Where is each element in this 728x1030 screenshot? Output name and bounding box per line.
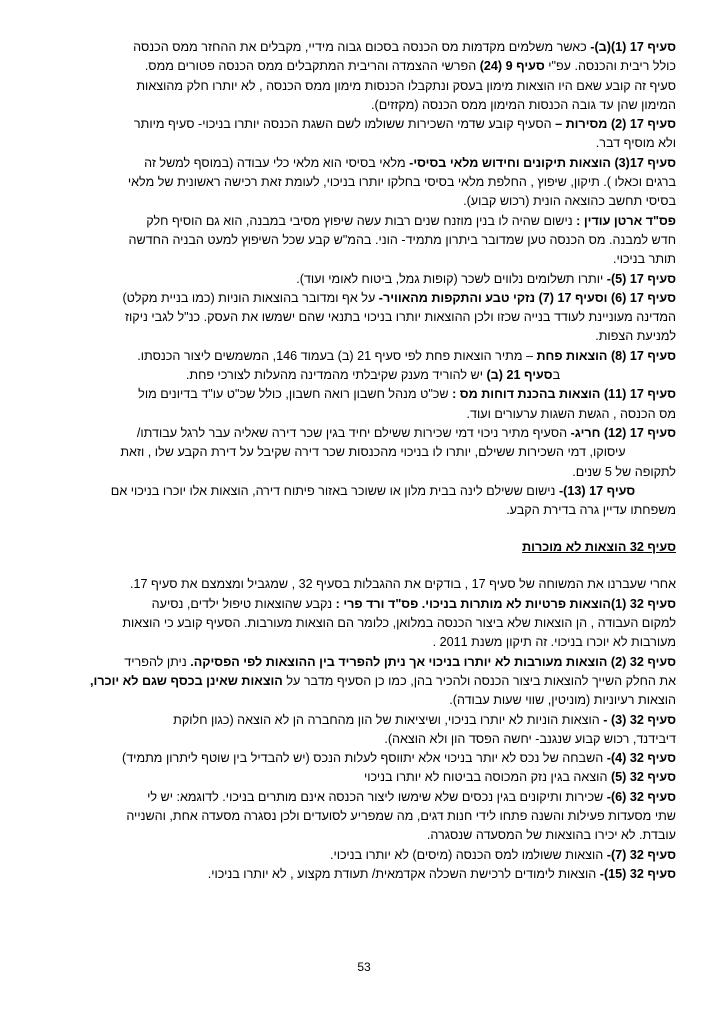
- text-line: למקום העבודה , הן הוצאות שלא ביצור הכנסה במלואן, כלומר הם הוצאות מעורבות. הסעיף קובע כי הוצאות: [122, 616, 676, 631]
- text-line: סעיף 17 (6) וסעיף 17 (7) נזקי טבע והתקפות מהאוויר- על אף ומדובר בהוצאות הוניות (כמו בניית מקלט): [122, 290, 676, 305]
- text-line: משפחתו עדיין גרה בדירת הקבע.: [506, 503, 676, 518]
- text-line: פס"ד ארטן עודין : נישום שהיה לו בנין מוזנח שנים רבות עשה שיפוץ מסיבי במבנה, הוא גם הוסיף חלק: [146, 213, 676, 228]
- text-line: סעיף 32 (4)- השבחה של נכס לא יותר בניכוי אלא יתווסף לעלות הנכס (יש להבדיל בין שוטף ליתרון מתמיד): [122, 751, 676, 766]
- text-line: שתי מסעדות פעילות והשנה פתחו לידי חנות דגים, מה שמפריע לסועדים ולכן נסגרה מסעדה אחת, והשנייה: [126, 808, 676, 823]
- text-line: כולל ריבית והכנסה. עפ"י סעיף 9 (24) הפרשי ההצמדה והריבית המתקבלים ממס הכנסה פטורים ממס.: [144, 59, 676, 74]
- text-block-section-32: [70, 575, 676, 884]
- text-line: אחרי שעברנו את המשוחה של סעיף 17 , בודקים את ההגבלות בסעיף 32 , שמגביל ומצמצם את סעיף 17.: [130, 577, 676, 592]
- text-line: סעיף 17 (5)- יותרו תשלומים נלווים לשכר (קופות גמל, ביטוח לאומי ועוד).: [296, 271, 676, 286]
- text-line: עיסוקו, דמי השכירות ששילם, יותרו לו בניכוי מהכנסות שכר דירה שקיבל על דירת הקבע שלו , וזאת: [120, 445, 626, 460]
- text-line: ברגים וכאלו ). תיקון, שיפוץ , החלפת מלאי בסיסי בחלקו יותרו בניכוי, לעומת זאת רכישה ראשונית של מלאי: [127, 175, 676, 190]
- text-line: מס הכנסה , הגשת השגות ערעורים ועוד.: [466, 406, 676, 421]
- text-line: סעיף 17 (1)(ב)- כאשר משלמים מקדמות מס הכנסה בסכום גבוה מידיי, מקבלים את ההחזר ממס הכנסה: [133, 40, 676, 54]
- text-line: בסעיף 21 (ב) יש להוריד מענק שקיבלתי מהמדינה מהעלות לצורכי פחת.: [185, 368, 561, 383]
- text-line: סעיף 32 (5) הוצאה בגין נזק המכוסה בביטוח לא יותרו בניכוי: [363, 770, 676, 785]
- text-line: סעיף 32 (7)- הוצאות ששולמו למס הכנסה (מיסים) לא יותרו בניכוי.: [330, 847, 676, 862]
- text-line: סעיף 32 (6)- שכירות ותיקונים בגין נכסים שלא שימשו ליצור הכנסה אינם מותרים בניכוי. לדוגמא: יש לי: [147, 789, 676, 804]
- text-line: סעיף 17 (12) חריג- הסעיף מתיר ניכוי דמי שכירות ששילם יחיד בגין שכר דירה שאליה עבר לרגל עבודתו/: [136, 425, 676, 440]
- text-line: דיבידנד, רכוש קבוע שנגנב- יחשה הפסד הון ולא הוצאה).: [384, 731, 676, 746]
- text-line: סעיף 17 (13)- נישום ששילם לינה בבית מלון או ששוכר באזור פיתוח דירה, הוצאות אלו יוכרו בניכוי אם: [110, 483, 636, 498]
- text-line: סעיף 17 (8) הוצאות פחת – מתיר הוצאות פחת לפי סעיף 21 (ב) בעמוד 146, המשמשים ליצור הכנסתו.: [137, 348, 676, 363]
- text-line: את החלק השייך להוצאות ביצור הכנסה ולהכיר בהן, כמו כן הסעיף מדבר על הוצאות שאינן בכסף שגם לא יוכרו,: [90, 673, 676, 688]
- text-line: למניעת הצפות.: [595, 329, 676, 344]
- text-line: סעיף זה קובע שאם היו הוצאות מימון בעסק ונתקבלו הכנסות מימון ממס הכנסה , לא יותרו חלק מהוצאות: [136, 78, 676, 93]
- text-line: הוצאות רעיוניות (מוניטין, שווי שעות עבודה).: [449, 693, 676, 708]
- text-line: חדש למבנה. מס הכנסה טען שמדובר ביתרון מתמיד- הוני. בהמ"ש קבע שכל השיפוץ למעט הבניה החדשה: [128, 232, 676, 247]
- text-line: המימון שהן עד גובה הכנסות המימון ממס הכנסה (מקזזים).: [371, 97, 676, 112]
- text-line: סעיף 17 (2) מסירות – הסעיף קובע שדמי השכירות ששולמו לשם השגת הכנסה יותרו בניכוי- סעיף מיותר: [133, 117, 676, 132]
- text-line: בסיסי תחשב כהוצאה הונית (רכוש קבוע).: [463, 194, 676, 209]
- text-line: עובדת. לא יכירו בהוצאות של המסעדה שנסגרה.: [426, 828, 676, 843]
- text-line: סעיף 32 (3) - הוצאות הוניות לא יותרו בניכוי, ושיציאות של הון מהחברה הן לא הוצאה (כגון חלוקת: [173, 712, 676, 727]
- page-number: 53: [357, 960, 371, 974]
- text-line: מעורבות לא יוכרו בניכוי. זה תיקון משנת 2011 .: [432, 635, 676, 650]
- text-line: לתקופה של 5 שנים.: [572, 464, 676, 479]
- text-line: ולא מוסיף דבר.: [595, 136, 676, 151]
- text-line: המדינה מעוניינת לעודד בנייה שכזו ולכן ההוצאות יותרו בניכוי בתנאי שהם ישמשו את העסק. כנ"ל לגבי ניקוז: [124, 310, 676, 325]
- text-block-section-17: [70, 38, 676, 520]
- text-line: תותר בניכוי.: [612, 252, 676, 267]
- text-line: סעיף 32 (1)הוצאות פרטיות לא מותרות בניכוי. פס"ד ורד פרי : נקבע שהוצאות טיפול ילדים, נסיעה: [151, 596, 676, 611]
- section-heading: סעיף 32 הוצאות לא מוכרות: [522, 540, 676, 555]
- text-line: סעיף 32 (15)- הוצאות לימודים לרכישת השכלה אקדמאית/ תעודת מקצוע , לא יותרו בניכוי.: [207, 866, 676, 881]
- text-line: סעיף 32 (2) הוצאות מעורבות לא יותרו בניכוי אך ניתן להפריד בין ההוצאות לפי הפסיקה. ניתן להפריד: [124, 654, 676, 669]
- text-line: סעיף 17(3) הוצאות תיקונים וחידוש מלאי בסיסי- מלאי בסיסי הוא מלאי כלי עבודה (במוסף למשל זה: [144, 155, 676, 170]
- text-line: סעיף 17 (11) הוצאות בהכנת דוחות מס : שכ"ט מנהל חשבון רואה חשבון, כולל שכ"ט עו"ד בדיונים מול: [138, 387, 676, 402]
